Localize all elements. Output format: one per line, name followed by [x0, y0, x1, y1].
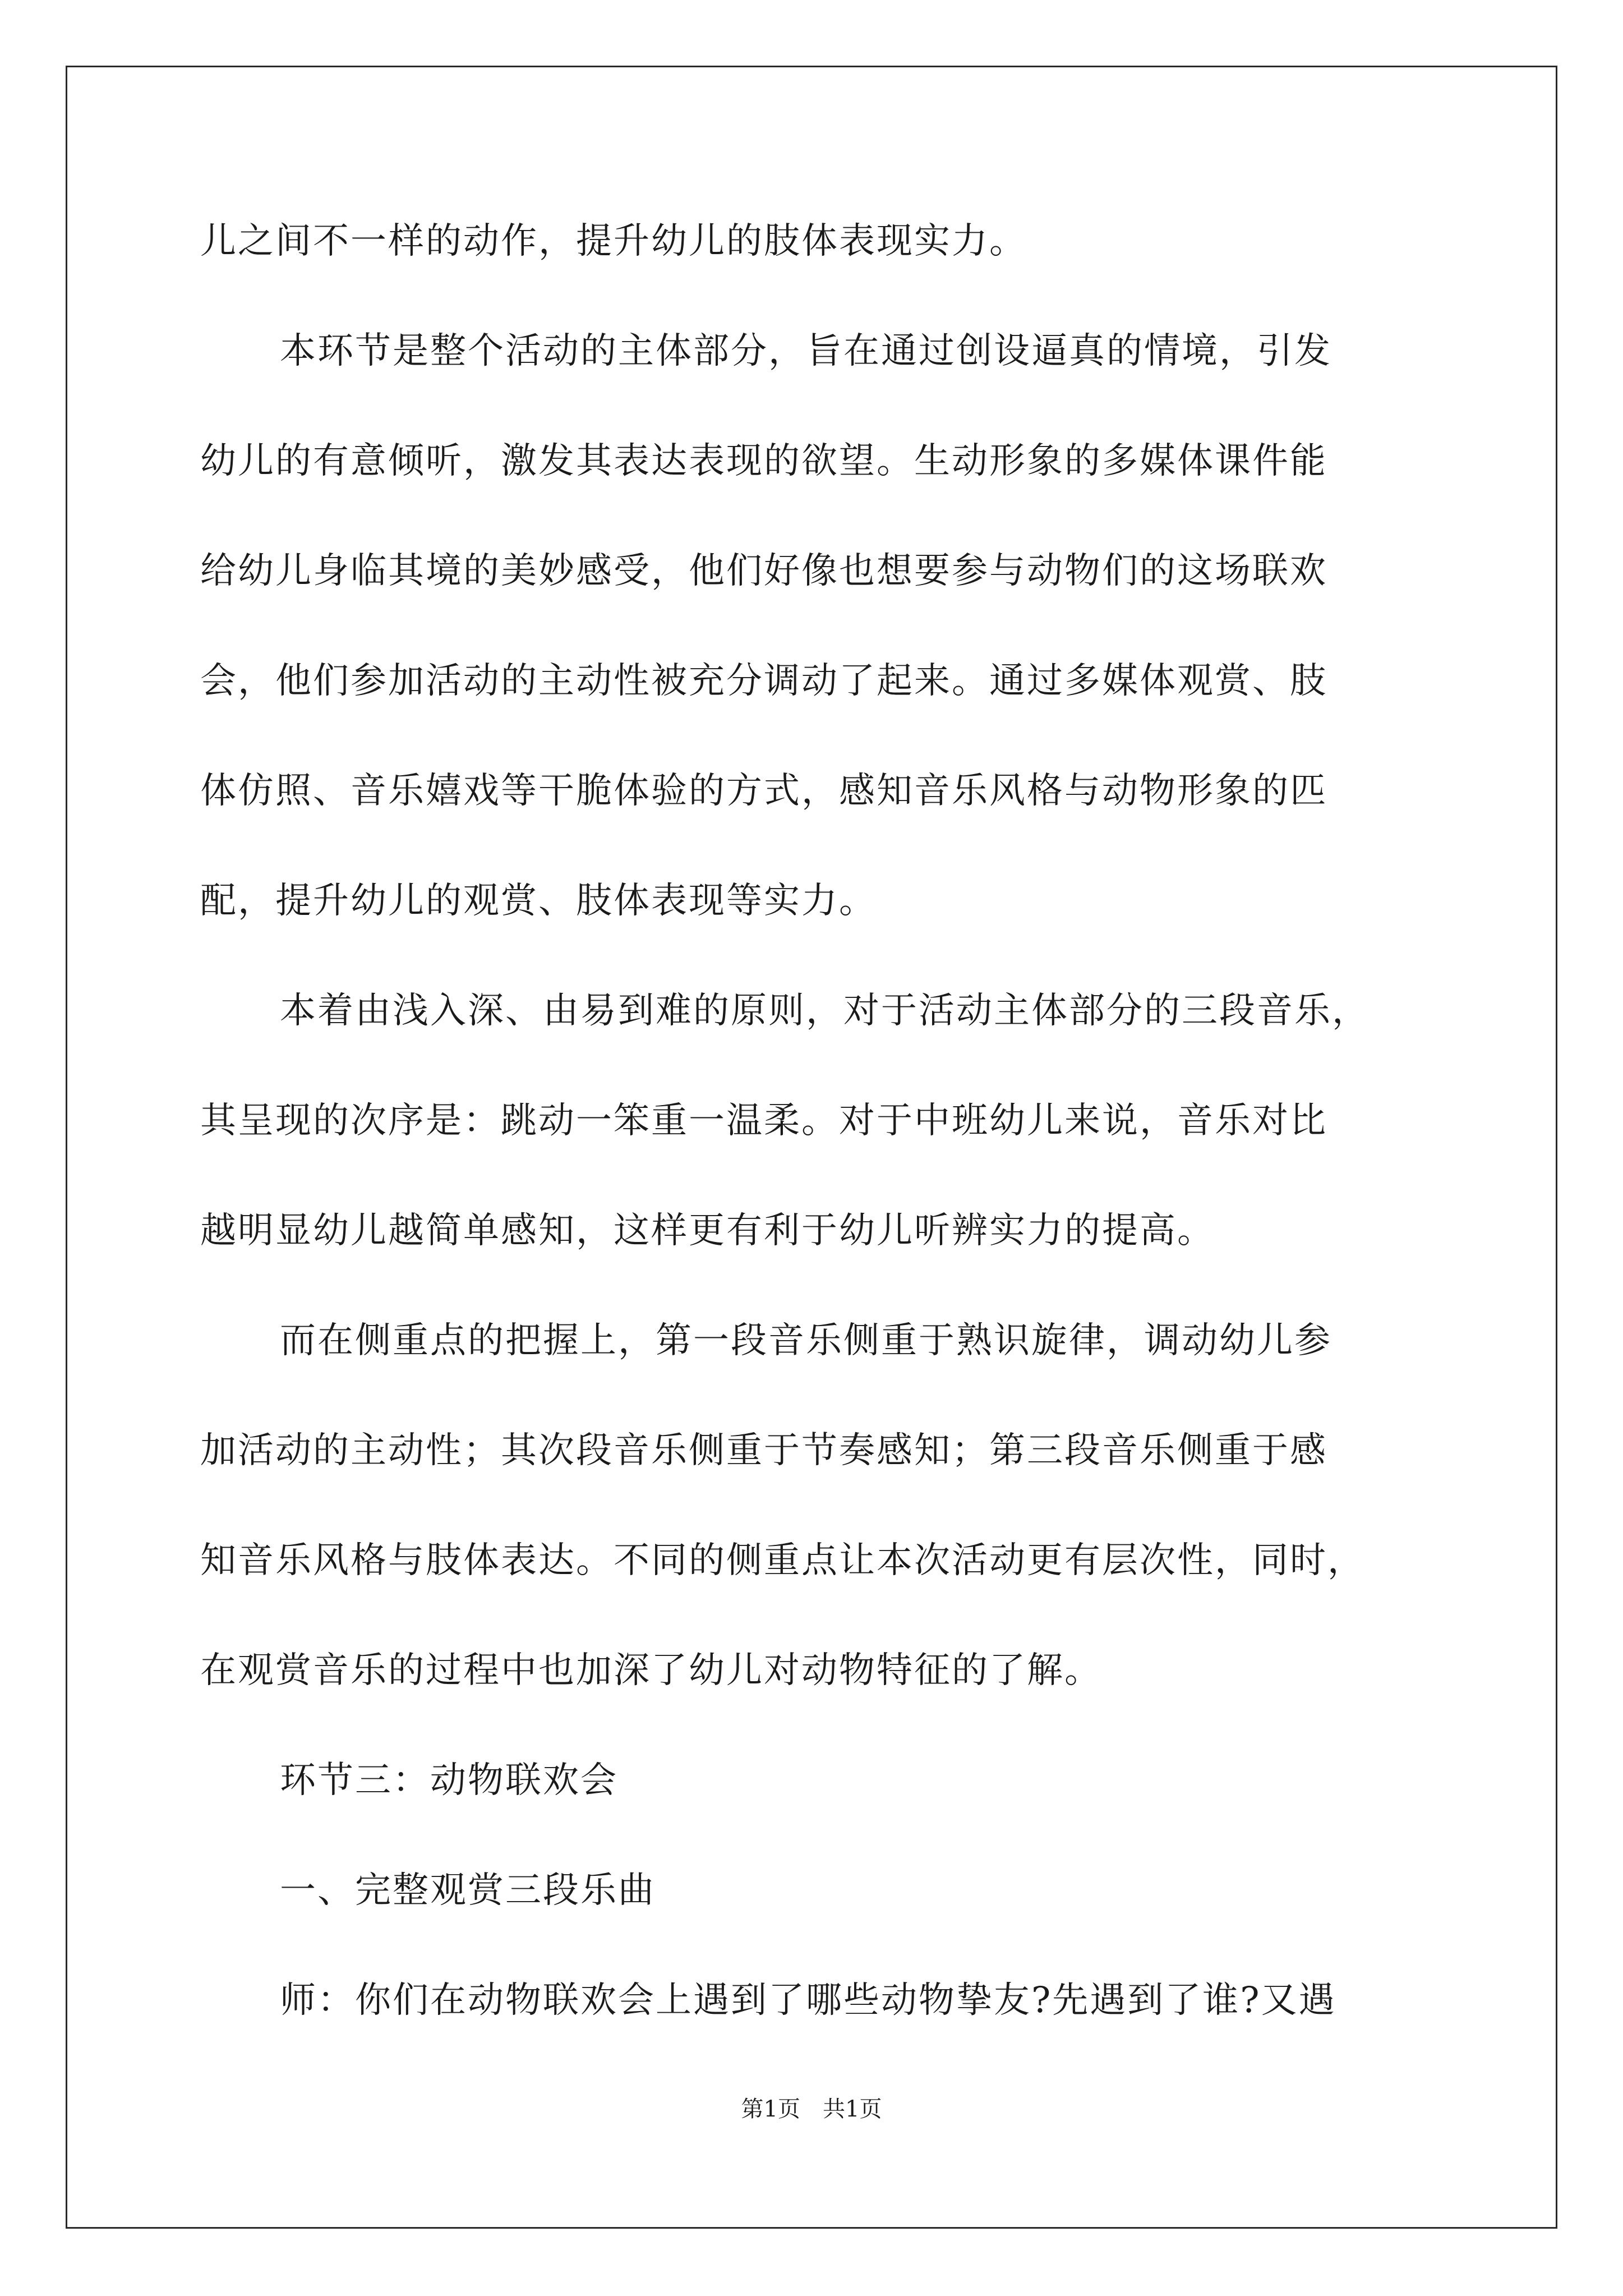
text-line: 儿之间不一样的动作，提升幼儿的肢体表现实力。 [200, 220, 1027, 262]
paragraph-first-line: 师：你们在动物联欢会上遇到了哪些动物挚友?先遇到了谁?又遇 [280, 1980, 1336, 2021]
text-line: 幼儿的有意倾听，激发其表达表现的欲望。生动形象的多媒体课件能 [200, 440, 1327, 482]
text-line: 在观赏音乐的过程中也加深了幼儿对动物特征的了解。 [200, 1650, 1102, 1691]
section-heading: 环节三：动物联欢会 [280, 1760, 618, 1801]
text-line: 体仿照、音乐嬉戏等干脆体验的方式，感知音乐风格与动物形象的匹 [200, 770, 1327, 812]
text-line: 加活动的主动性；其次段音乐侧重于节奏感知；第三段音乐侧重于感 [200, 1430, 1327, 1471]
page-number-footer: 第1页 共1页 [741, 2096, 882, 2122]
subsection-heading: 一、完整观赏三段乐曲 [280, 1870, 656, 1911]
text-line: 会，他们参加活动的主动性被充分调动了起来。通过多媒体观赏、肢 [200, 660, 1327, 702]
paragraph-first-line: 本着由浅入深、由易到难的原则，对于活动主体部分的三段音乐， [280, 990, 1370, 1032]
text-line: 越明显幼儿越简单感知，这样更有利于幼儿听辨实力的提高。 [200, 1210, 1215, 1251]
text-line: 知音乐风格与肢体表达。不同的侧重点让本次活动更有层次性，同时， [200, 1540, 1365, 1581]
text-line: 配，提升幼儿的观赏、肢体表现等实力。 [200, 880, 877, 922]
paragraph-first-line: 本环节是整个活动的主体部分，旨在通过创设逼真的情境，引发 [280, 330, 1332, 372]
text-line: 给幼儿身临其境的美妙感受，他们好像也想要参与动物们的这场联欢 [200, 550, 1327, 592]
text-line: 其呈现的次序是：跳动一笨重一温柔。对于中班幼儿来说，音乐对比 [200, 1100, 1327, 1142]
paragraph-first-line: 而在侧重点的把握上，第一段音乐侧重于熟识旋律，调动幼儿参 [280, 1320, 1332, 1361]
